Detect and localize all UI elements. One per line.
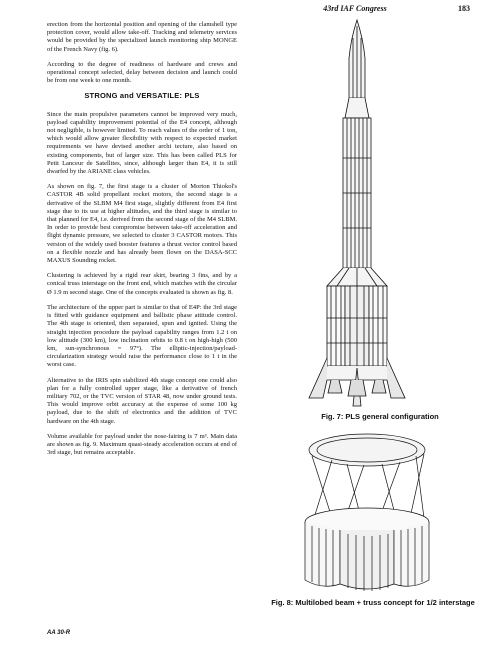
paragraph: Volume available for payload under the nose-fairing is 7 m³. Main data are shown as fig. 9. Maximum quasi-steady acceleration occurs at end of 3rd stage, but remains acceptable. <box>47 432 237 457</box>
figure-7-caption: Fig. 7: PLS general configuration <box>321 412 439 421</box>
figure-8-caption: Fig. 8: Multilobed beam + truss concept for 1/2 interstage <box>271 598 475 607</box>
paragraph: erection from the horizontal position and opening of the clamshell type protection cover, would allow take-off. Tracking and telemetry services would be provided by the specialized launch monitoring ship MONGE of the French Navy (fig. 6). <box>47 21 237 53</box>
lobe-right <box>394 522 429 586</box>
paragraph: The architecture of the upper part is similar to that of E4P: the 3rd stage is fitted with guidance equipment and ballistic phase attitude control. The 4th stage is oriented, then separated, spun and ignited. Using the straight injection procedure the payload capability ranges from 1.2 t on low altitude (300 km), low inclination orbits to 0.8 t on high-high (500 km, sun-synchronous = 97°). The elliptic-injection/payload-circularization strategy would raise the performance close to 1 t in the worst case. <box>47 303 237 369</box>
page-number: 183 <box>458 4 470 13</box>
lobe-left <box>305 522 340 586</box>
paragraph: According to the degree of readiness of hardware and crews and operational concept selected, delay between decision and launch could be from one week to one month. <box>47 60 237 85</box>
fin-right <box>387 358 405 398</box>
paragraph: As shown on fig. 7, the first stage is a cluster of Morton Thiokol's CASTOR 4B solid propellant rocket motors, the second stage is a derivative of the SLBM M4 first stage, slightly different from E4 first stage due to its use at higher altitudes, and the third stage is similar to that planned for E4, i.e. derived from the second stage of the M4 SLBM. In order to provide best compromise between take-off acceleration and flight dynamic pressure, we selected to cluster 3 CASTOR motors. This version of the widely used booster features a thrust vector control based on a flexible nozzle and has already been flown on the DASA-SCC MAXUS Sounding rocket. <box>47 183 237 265</box>
paragraph: Alternative to the IRIS spin stabilized 4th stage concept one could also plan for a fully controlled upper stage, like a derivative of french military 702, or the TVC version of STAR 48, now under ground tests. This would improve orbit accuracy at the expense of some 100 kg payload, due to the shift of electronics and the addition of TVC hardware on the 4th stage. <box>47 376 237 425</box>
text-column <box>47 21 237 464</box>
paragraph: Since the main propulsive parameters cannot be improved very much, payload capability improvement potential of the E4 concept, although not negligible, is however limited. To reach values of the order of 1 ton, which would allow greater flexibility with respect to expected market requirements we have devised another archi tecture, also based on existing components, but of larger size. This has been called PLS for Petit Lanceur de Satellites, since, although larger than E4, it is still dwarfed by the ARIANE class vehicles. <box>47 110 237 176</box>
conference-title: 43rd IAF Congress <box>323 4 387 13</box>
section-heading: STRONG and VERSATILE: PLS <box>84 91 200 101</box>
footer-code: AA 30-R <box>47 630 71 636</box>
paragraph: Clustering is achieved by a rigid rear skirt, bearing 3 fins, and by a conical truss interstage on the front end, which matches with the circular Ø 1.9 m second stage. One of the concepts evaluated is shown as fig. 8. <box>47 272 237 296</box>
fin-left <box>309 358 327 398</box>
interstage-figure <box>292 430 442 598</box>
rocket-figure <box>297 18 427 410</box>
